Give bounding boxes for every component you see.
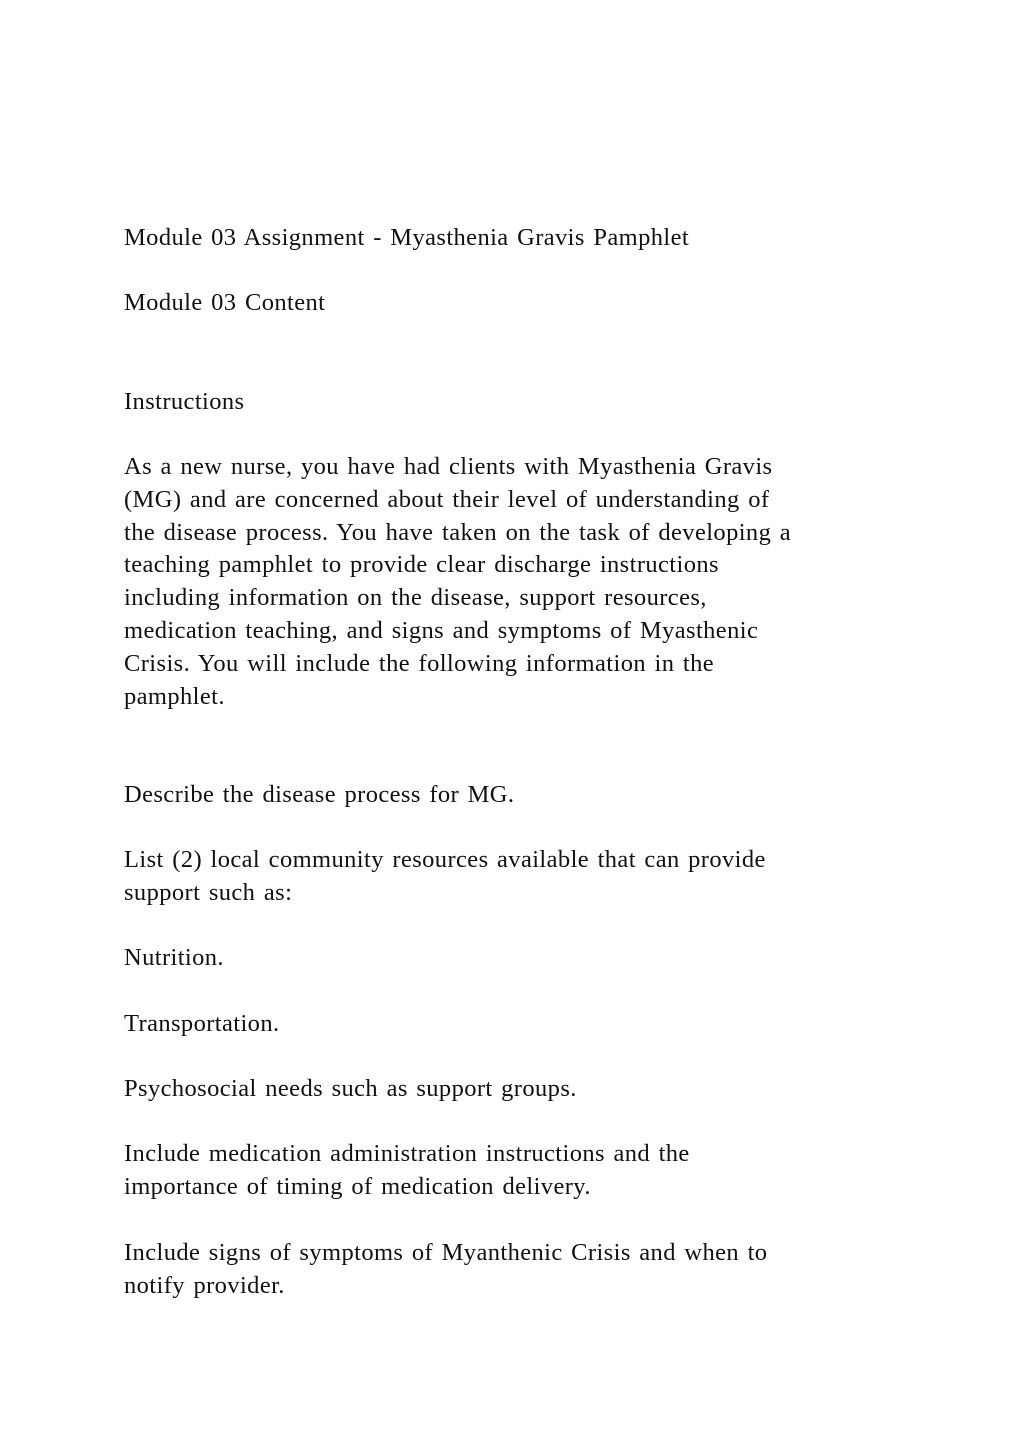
item-describe: Describe the disease process for MG. <box>124 781 515 808</box>
paragraph-line: (MG) and are concerned about their level of understanding of <box>124 486 770 513</box>
item-list-line: List (2) local community resources available that can provide <box>124 846 766 873</box>
item-medication-line: importance of timing of medication delivery. <box>124 1173 591 1200</box>
paragraph-line: Crisis. You will include the following information in the <box>124 650 715 677</box>
paragraph-line: the disease process. You have taken on the task of developing a <box>124 519 792 546</box>
sub-item-psychosocial: Psychosocial needs such as support groups. <box>124 1075 577 1102</box>
item-crisis-line: notify provider. <box>124 1272 285 1299</box>
paragraph-line: medication teaching, and signs and symptoms of Myasthenic <box>124 617 759 644</box>
assignment-title: Module 03 Assignment - Myasthenia Gravis Pamphlet <box>124 224 690 251</box>
sub-item-nutrition: Nutrition. <box>124 944 224 971</box>
paragraph-line: pamphlet. <box>124 683 225 710</box>
item-medication-line: Include medication administration instructions and the <box>124 1140 690 1167</box>
instructions-heading: Instructions <box>124 388 245 415</box>
item-list-line: support such as: <box>124 879 293 906</box>
item-crisis-line: Include signs of symptoms of Myanthenic Crisis and when to <box>124 1239 768 1266</box>
module-content-label: Module 03 Content <box>124 289 326 316</box>
paragraph-line: teaching pamphlet to provide clear discharge instructions <box>124 551 719 578</box>
paragraph-line: As a new nurse, you have had clients with Myasthenia Gravis <box>124 453 773 480</box>
sub-item-transportation: Transportation. <box>124 1010 280 1037</box>
paragraph-line: including information on the disease, support resources, <box>124 584 707 611</box>
